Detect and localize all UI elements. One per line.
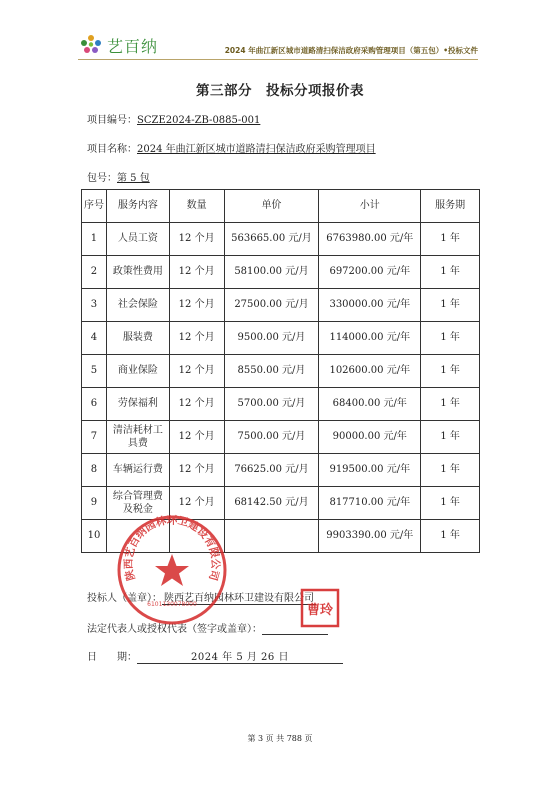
table-header-row xyxy=(82,190,480,223)
cell-period: 1 年 xyxy=(421,289,480,322)
cell-period: 1 年 xyxy=(421,256,480,289)
cell-price xyxy=(224,520,319,553)
project-name-field xyxy=(87,140,376,155)
cell-subtotal: 114000.00 元/年 xyxy=(319,322,421,355)
cell-subtotal: 330000.00 元/年 xyxy=(319,289,421,322)
table-row xyxy=(82,388,480,421)
cell-price: 7500.00 元/月 xyxy=(224,421,319,454)
cell-qty: 12 个月 xyxy=(169,223,224,256)
cell-qty: 12 个月 xyxy=(169,289,224,322)
document-header-title: 2024 年曲江新区城市道路清扫保洁政府采购管理项目（第五包）•投标文件 xyxy=(224,46,478,55)
cell-no: 10 xyxy=(82,520,107,553)
cell-period: 1 年 xyxy=(421,421,480,454)
cell-period: 1 年 xyxy=(421,454,480,487)
cell-no: 9 xyxy=(82,487,107,520)
table-row xyxy=(82,289,480,322)
cell-subtotal: 90000.00 元/年 xyxy=(319,421,421,454)
header-cell-no: 序号 xyxy=(82,190,107,223)
cell-no: 1 xyxy=(82,223,107,256)
cell-period: 1 年 xyxy=(421,223,480,256)
cell-item: 综合管理费及税金 xyxy=(106,487,169,520)
page-footer: 第 3 页 共 788 页 xyxy=(247,734,313,743)
cell-period: 1 年 xyxy=(421,355,480,388)
cell-period: 1 年 xyxy=(421,520,480,553)
page-title: 第三部分 投标分项报价表 xyxy=(196,83,364,99)
cell-item: 服装费 xyxy=(106,322,169,355)
cell-subtotal: 9903390.00 元/年 xyxy=(319,520,421,553)
cell-subtotal: 102600.00 元/年 xyxy=(319,355,421,388)
cell-no: 4 xyxy=(82,322,107,355)
header-cell-qty: 数量 xyxy=(169,190,224,223)
seal-star-icon xyxy=(155,554,189,586)
date-value: 2024 年 5 月 26 日 xyxy=(137,648,343,664)
project-code-field xyxy=(87,111,260,126)
stamp-text: 曹玲 xyxy=(306,603,334,618)
cell-price: 58100.00 元/月 xyxy=(224,256,319,289)
cell-no: 3 xyxy=(82,289,107,322)
cell-period: 1 年 xyxy=(421,487,480,520)
logo-text: 艺百纳 xyxy=(107,36,159,56)
cell-item: 清洁耗材工具费 xyxy=(106,421,169,454)
cell-period: 1 年 xyxy=(421,322,480,355)
header-cell-item: 服务内容 xyxy=(106,190,169,223)
header-divider xyxy=(78,59,478,60)
cell-price: 5700.00 元/月 xyxy=(224,388,319,421)
table-row xyxy=(82,256,480,289)
cell-price: 9500.00 元/月 xyxy=(224,322,319,355)
name-stamp-icon xyxy=(300,588,340,628)
date-line xyxy=(87,648,343,664)
package-field xyxy=(87,169,150,184)
cell-item: 政策性费用 xyxy=(106,256,169,289)
header-cell-period: 服务期 xyxy=(421,190,480,223)
table-row xyxy=(82,355,480,388)
cell-subtotal: 697200.00 元/年 xyxy=(319,256,421,289)
cell-item: 人员工资 xyxy=(106,223,169,256)
cell-price: 68142.50 元/月 xyxy=(224,487,319,520)
table-row xyxy=(82,322,480,355)
package-label: 包号： xyxy=(87,173,117,184)
table-row xyxy=(82,421,480,454)
company-logo xyxy=(78,32,158,58)
cell-qty: 12 个月 xyxy=(169,388,224,421)
bidder-label: 投标人（盖章）： xyxy=(87,593,162,604)
cell-item: 劳保福利 xyxy=(106,388,169,421)
project-code-value: SCZE2024-ZB-0885-001 xyxy=(137,115,261,126)
cell-no: 8 xyxy=(82,454,107,487)
project-name-label: 项目名称： xyxy=(87,144,137,155)
cell-qty: 12 个月 xyxy=(169,322,224,355)
cell-subtotal: 817710.00 元/年 xyxy=(319,487,421,520)
cell-item: 商业保险 xyxy=(106,355,169,388)
cell-qty: 12 个月 xyxy=(169,454,224,487)
cell-qty: 12 个月 xyxy=(169,487,224,520)
cell-subtotal: 6763980.00 元/年 xyxy=(319,223,421,256)
flower-logo-icon xyxy=(78,32,104,58)
cell-price: 8550.00 元/月 xyxy=(224,355,319,388)
cell-no: 5 xyxy=(82,355,107,388)
table-row xyxy=(82,454,480,487)
company-seal-icon xyxy=(116,514,228,626)
cell-no: 6 xyxy=(82,388,107,421)
cell-price: 27500.00 元/月 xyxy=(224,289,319,322)
cell-qty: 12 个月 xyxy=(169,256,224,289)
bidder-value: 陕西艺百纳园林环卫建设有限公司 xyxy=(162,589,316,605)
cell-item: 社会保险 xyxy=(106,289,169,322)
project-code-label: 项目编号： xyxy=(87,115,137,126)
header-cell-price: 单价 xyxy=(224,190,319,223)
cell-qty: 12 个月 xyxy=(169,421,224,454)
cell-price: 563665.00 元/月 xyxy=(224,223,319,256)
seal-ring-text: 陕西艺百纳园林环卫建设有限公司 xyxy=(122,514,222,582)
cell-period: 1 年 xyxy=(421,388,480,421)
project-name-value: 2024 年曲江新区城市道路清扫保洁政府采购管理项目 xyxy=(137,144,376,155)
date-label: 日 期： xyxy=(87,652,137,663)
cell-qty: 12 个月 xyxy=(169,355,224,388)
cell-subtotal: 919500.00 元/年 xyxy=(319,454,421,487)
representative-label: 法定代表人或授权代表（签字或盖章）： xyxy=(87,624,262,635)
cell-item: 车辆运行费 xyxy=(106,454,169,487)
page-header xyxy=(78,32,478,62)
quote-table xyxy=(81,189,480,553)
seal-code-text: 6101130078000 xyxy=(147,601,197,608)
cell-subtotal: 68400.00 元/年 xyxy=(319,388,421,421)
cell-price: 76625.00 元/月 xyxy=(224,454,319,487)
cell-no: 7 xyxy=(82,421,107,454)
package-value: 第 5 包 xyxy=(117,173,150,184)
table-row xyxy=(82,223,480,256)
header-cell-subtotal: 小计 xyxy=(319,190,421,223)
cell-no: 2 xyxy=(82,256,107,289)
